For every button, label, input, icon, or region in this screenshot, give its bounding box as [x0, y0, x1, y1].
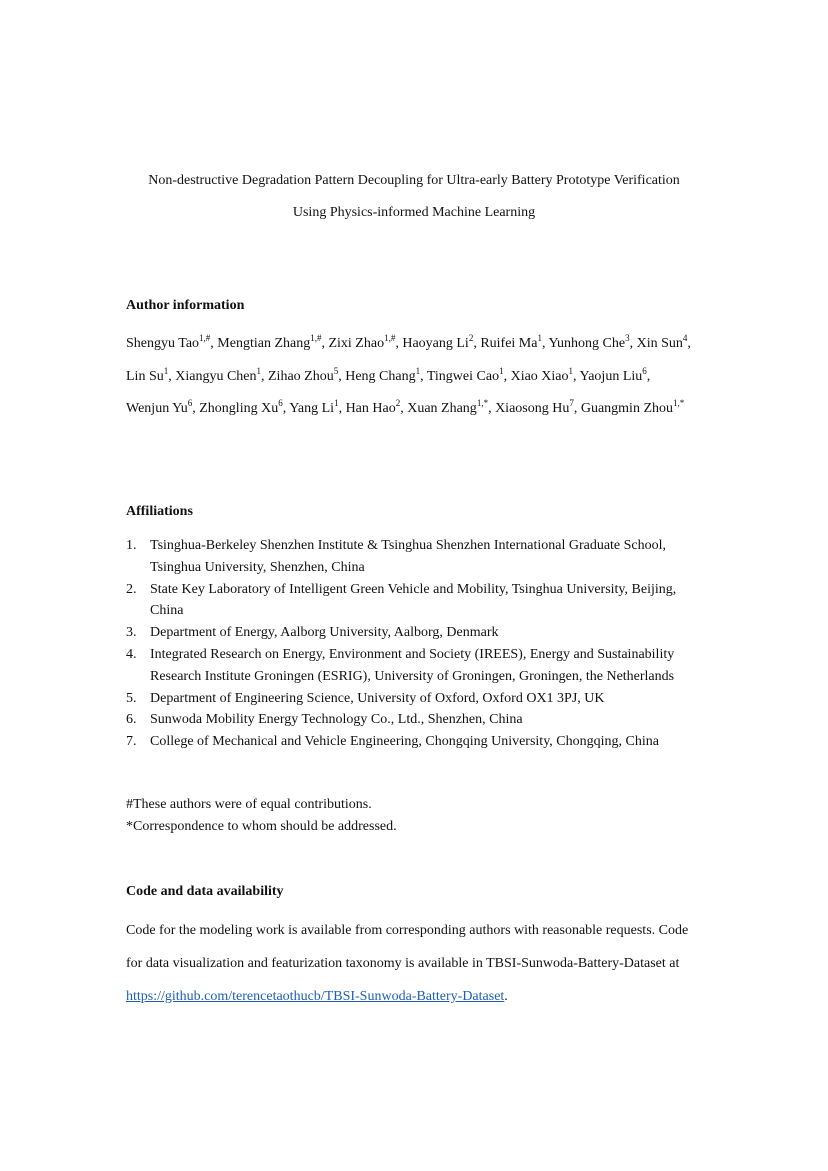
author-name: Guangmin Zhou: [580, 401, 673, 416]
affiliation-number: 4.: [126, 646, 137, 662]
affiliation-line-2: China: [150, 603, 184, 619]
affiliation-line-1: College of Mechanical and Vehicle Engineering, Chongqing University, Chongqing, China: [150, 734, 659, 750]
author-affiliation-marker: 3: [625, 333, 630, 343]
author-name: Xiangyu Chen: [175, 368, 257, 384]
author-affiliation-marker: 6: [278, 398, 283, 408]
author-entry: [328, 333, 403, 351]
author-affiliation-marker: 1,*: [673, 398, 685, 408]
author-entry: [480, 333, 549, 351]
author-name: Yunhong Che: [548, 336, 626, 351]
author-list: [126, 328, 696, 426]
author-separator: ,: [503, 368, 511, 384]
author-name: Tingwei Cao: [426, 368, 500, 384]
author-separator: ,: [321, 336, 329, 351]
affiliation-item: [126, 688, 706, 710]
author-separator: ,: [192, 401, 200, 416]
author-entry: [345, 365, 427, 384]
author-entry: [636, 333, 691, 351]
affiliation-number: 5.: [126, 690, 137, 706]
author-entry: [548, 333, 637, 351]
affiliation-number: 7.: [126, 734, 137, 750]
affiliation-line-1: Department of Engineering Science, University of Oxford, Oxford OX1 3PJ, UK: [150, 690, 605, 706]
author-separator: ,: [338, 368, 346, 384]
affiliation-line-1: State Key Laboratory of Intelligent Green Vehicle and Mobility, Tsinghua University, Beijing,: [150, 581, 677, 597]
author-affiliation-marker: 1: [256, 365, 261, 376]
author-affiliation-marker: 1: [163, 365, 169, 376]
affiliation-item: [126, 731, 706, 753]
author-entry: [345, 398, 408, 416]
author-name: Wenjun Yu: [126, 401, 188, 416]
affiliation-item: [126, 622, 706, 644]
author-separator: ,: [395, 336, 403, 351]
author-affiliation-marker: 1: [537, 333, 542, 343]
author-name: Han Hao: [345, 401, 396, 416]
author-separator: ,: [420, 368, 427, 384]
author-entry: [126, 333, 218, 351]
affiliations-heading: Affiliations: [126, 504, 193, 519]
paper-title-line-1: Non-destructive Degradation Pattern Decoupling for Ultra-early Battery Prototype Verification: [148, 173, 680, 188]
author-entry: [289, 398, 346, 416]
author-separator: ,: [210, 336, 218, 351]
code-availability-paragraph: [126, 914, 706, 1013]
author-name: Yang Li: [289, 401, 335, 416]
author-affiliation-marker: 1,#: [384, 333, 396, 343]
affiliation-item: [126, 535, 706, 579]
author-separator: ,: [168, 368, 176, 384]
author-affiliation-marker: 2: [395, 398, 401, 408]
affiliation-item: [126, 709, 706, 731]
author-affiliation-marker: 5: [333, 365, 339, 376]
author-entry: [126, 365, 176, 384]
author-name: Ruifei Ma: [480, 336, 538, 351]
author-entry: [580, 398, 685, 416]
author-name: Haoyang Li: [402, 336, 469, 351]
author-affiliation-marker: 1,#: [199, 333, 211, 343]
author-separator: ,: [541, 336, 549, 351]
author-entry: [175, 365, 268, 384]
affiliation-line-2: Tsinghua University, Shenzhen, China: [150, 559, 365, 575]
author-entry: [402, 333, 481, 351]
author-separator: ,: [473, 336, 481, 351]
affiliation-line-2: Research Institute Groningen (ESRIG), University of Groningen, Groningen, the Netherlands: [150, 668, 675, 684]
author-entry: [217, 333, 329, 351]
author-separator: ,: [488, 401, 496, 416]
code-availability-end: .: [504, 989, 508, 1004]
author-name: Xuan Zhang: [407, 401, 477, 416]
affiliation-line-1: Tsinghua-Berkeley Shenzhen Institute & Tsinghua Shenzhen International Graduate School,: [150, 538, 667, 553]
author-name: Lin Su: [126, 368, 164, 384]
author-name: Zixi Zhao: [328, 336, 385, 351]
affiliation-number: 3.: [126, 625, 137, 641]
author-entry: [126, 398, 200, 416]
author-affiliation-marker: 1: [499, 365, 504, 376]
equal-contribution-note: #These authors were of equal contributions.: [126, 797, 372, 812]
dataset-link[interactable]: https://github.com/terencetaothucb/TBSI-Sunwoda-Battery-Dataset: [126, 989, 505, 1004]
author-separator: ,: [261, 368, 268, 384]
author-affiliation-marker: 7: [569, 398, 574, 408]
author-affiliation-marker: 1: [568, 365, 574, 376]
author-affiliation-marker: 1: [334, 398, 339, 408]
author-name: Zhongling Xu: [199, 401, 279, 416]
affiliation-list: [126, 535, 706, 753]
author-entry: [579, 365, 651, 384]
author-separator: ,: [573, 368, 580, 384]
author-name: Yaojun Liu: [579, 368, 643, 384]
code-availability-heading: Code and data availability: [126, 884, 284, 899]
author-entry: [268, 365, 346, 384]
author-affiliation-marker: 1,#: [310, 333, 322, 343]
author-affiliation-marker: 2: [468, 333, 474, 343]
affiliation-number: 2.: [126, 581, 137, 597]
affiliation-number: 1.: [126, 538, 137, 553]
author-name: Zihao Zhou: [268, 368, 334, 384]
author-name: Xin Sun: [636, 336, 683, 351]
author-affiliation-marker: 1: [415, 365, 421, 376]
author-name: Xiao Xiao: [510, 368, 569, 384]
author-separator: ,: [400, 401, 408, 416]
author-separator: ,: [687, 336, 691, 351]
author-affiliation-marker: 6: [187, 398, 193, 408]
author-entry: [495, 398, 581, 416]
author-separator: ,: [646, 368, 651, 384]
paper-title-line-2: Using Physics-informed Machine Learning: [292, 205, 536, 220]
author-affiliation-marker: 4: [682, 333, 688, 343]
author-entry: [426, 365, 511, 384]
author-information-heading: Author information: [126, 298, 245, 313]
author-separator: ,: [629, 336, 637, 351]
author-affiliation-marker: 1,*: [476, 398, 489, 408]
author-name: Shengyu Tao: [126, 336, 200, 351]
affiliation-item: [126, 644, 706, 688]
code-availability-text: Code for the modeling work is available from corresponding authors with reasonable requests. Code for data visualization and featurization taxonomy is available in TBSI-Sunwoda-Battery-Dataset at: [126, 923, 689, 971]
affiliation-line-1: Department of Energy, Aalborg University, Aalborg, Denmark: [150, 625, 499, 641]
author-separator: ,: [338, 401, 346, 416]
author-entry: [510, 365, 580, 384]
correspondence-note: *Correspondence to whom should be addressed.: [126, 819, 397, 834]
author-name: Xiaosong Hu: [495, 401, 570, 416]
author-entry: [199, 398, 290, 416]
author-entry: [407, 398, 496, 416]
author-affiliation-marker: 6: [642, 365, 647, 376]
affiliation-line-1: Sunwoda Mobility Energy Technology Co., Ltd., Shenzhen, China: [150, 712, 523, 728]
author-name: Heng Chang: [345, 368, 416, 384]
author-separator: ,: [573, 401, 581, 416]
author-name: Mengtian Zhang: [217, 336, 311, 351]
affiliation-item: [126, 579, 706, 623]
affiliation-number: 6.: [126, 712, 137, 728]
affiliation-line-1: Integrated Research on Energy, Environment and Society (IREES), Energy and Sustainability: [150, 646, 675, 662]
author-separator: ,: [282, 401, 290, 416]
